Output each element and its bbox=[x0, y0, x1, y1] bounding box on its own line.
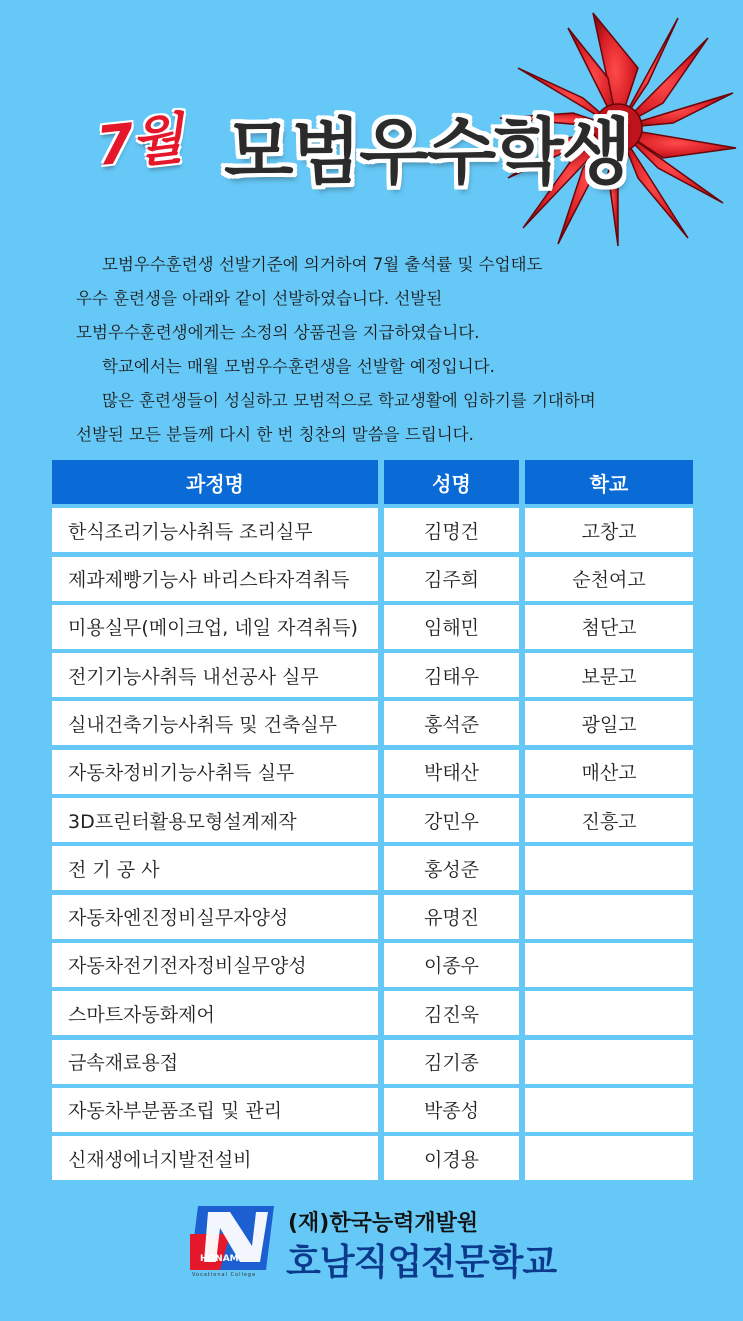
course-cell: 자동차정비기능사취득 실무 bbox=[52, 750, 378, 794]
school-cell bbox=[525, 943, 693, 987]
name-cell: 홍성준 bbox=[384, 846, 519, 890]
school-cell: 진흥고 bbox=[525, 798, 693, 842]
course-cell: 자동차엔진정비실무자양성 bbox=[52, 895, 378, 939]
table-row bbox=[52, 605, 693, 649]
header-school: 학교 bbox=[525, 460, 693, 504]
intro-line: 많은 훈련생들이 성실하고 모범적으로 학교생활에 임하기를 기대하며 bbox=[102, 391, 596, 410]
school-cell: 광일고 bbox=[525, 701, 693, 745]
table-row bbox=[52, 508, 693, 552]
course-cell: 제과제빵기능사 바리스타자격취득 bbox=[52, 557, 378, 601]
school-cell: 고창고 bbox=[525, 508, 693, 552]
school-logo-icon bbox=[190, 1206, 274, 1278]
table-row bbox=[52, 750, 693, 794]
name-cell: 이경용 bbox=[384, 1136, 519, 1180]
name-cell: 김주희 bbox=[384, 557, 519, 601]
name-cell: 김기종 bbox=[384, 1040, 519, 1084]
table-row bbox=[52, 1088, 693, 1132]
name-cell: 이종우 bbox=[384, 943, 519, 987]
name-cell: 김진욱 bbox=[384, 991, 519, 1035]
name-cell: 임해민 bbox=[384, 605, 519, 649]
course-cell: 전기기능사취득 내선공사 실무 bbox=[52, 653, 378, 697]
course-cell: 미용실무(메이크업, 네일 자격취득) bbox=[52, 605, 378, 649]
course-cell: 한식조리기능사취득 조리실무 bbox=[52, 508, 378, 552]
school-cell: 보문고 bbox=[525, 653, 693, 697]
table-row bbox=[52, 798, 693, 842]
intro-line: 학교에서는 매월 모범우수훈련생을 선발할 예정입니다. bbox=[102, 357, 495, 376]
table-row bbox=[52, 557, 693, 601]
school-cell: 첨단고 bbox=[525, 605, 693, 649]
school-cell: 순천여고 bbox=[525, 557, 693, 601]
school-cell bbox=[525, 1040, 693, 1084]
course-cell: 스마트자동화제어 bbox=[52, 991, 378, 1035]
school-cell bbox=[525, 895, 693, 939]
header-name: 성명 bbox=[384, 460, 519, 504]
school-name: 호남직업전문학교 bbox=[286, 1242, 557, 1283]
name-cell: 김명건 bbox=[384, 508, 519, 552]
table-row bbox=[52, 846, 693, 890]
table-header bbox=[52, 460, 693, 504]
course-cell: 자동차전기전자정비실무양성 bbox=[52, 943, 378, 987]
name-cell: 박태산 bbox=[384, 750, 519, 794]
intro-line: 선발된 모든 분들께 다시 한 번 칭찬의 말씀을 드립니다. bbox=[76, 425, 474, 444]
page-title: 모범우수학생 bbox=[224, 110, 630, 194]
name-cell: 김태우 bbox=[384, 653, 519, 697]
logo-text: HONAM bbox=[200, 1254, 239, 1264]
school-cell bbox=[525, 991, 693, 1035]
course-cell: 전 기 공 사 bbox=[52, 846, 378, 890]
school-cell bbox=[525, 1136, 693, 1180]
school-cell: 매산고 bbox=[525, 750, 693, 794]
logo-subtext: Vocational College bbox=[192, 1272, 257, 1278]
table-body bbox=[52, 508, 693, 1180]
course-cell: 실내건축기능사취득 및 건축실무 bbox=[52, 701, 378, 745]
month-label: 7월 bbox=[93, 106, 184, 179]
course-cell: 신재생에너지발전설비 bbox=[52, 1136, 378, 1180]
intro-line: 모범우수훈련생 선발기준에 의거하여 7월 출석률 및 수업태도 bbox=[102, 255, 543, 274]
intro-line: 우수 훈련생을 아래와 같이 선발하였습니다. 선발된 bbox=[76, 289, 443, 308]
name-cell: 강민우 bbox=[384, 798, 519, 842]
school-cell bbox=[525, 1088, 693, 1132]
table-row bbox=[52, 653, 693, 697]
org-name: (재)한국능력개발원 bbox=[288, 1211, 479, 1236]
school-cell bbox=[525, 846, 693, 890]
table-row bbox=[52, 1040, 693, 1084]
footer-logo bbox=[190, 1204, 570, 1284]
course-cell: 자동차부분품조립 및 관리 bbox=[52, 1088, 378, 1132]
header-course: 과정명 bbox=[52, 460, 378, 504]
course-cell: 3D프린터활용모형설계제작 bbox=[52, 798, 378, 842]
table-row bbox=[52, 701, 693, 745]
table-row bbox=[52, 1136, 693, 1180]
name-cell: 홍석준 bbox=[384, 701, 519, 745]
intro-text bbox=[76, 248, 676, 452]
name-cell: 박종성 bbox=[384, 1088, 519, 1132]
table-row bbox=[52, 943, 693, 987]
course-cell: 금속재료용접 bbox=[52, 1040, 378, 1084]
table-row bbox=[52, 895, 693, 939]
students-table bbox=[52, 460, 693, 1184]
table-row bbox=[52, 991, 693, 1035]
title-banner bbox=[93, 92, 656, 202]
intro-line: 모범우수훈련생에게는 소정의 상품권을 지급하였습니다. bbox=[76, 323, 480, 342]
name-cell: 유명진 bbox=[384, 895, 519, 939]
